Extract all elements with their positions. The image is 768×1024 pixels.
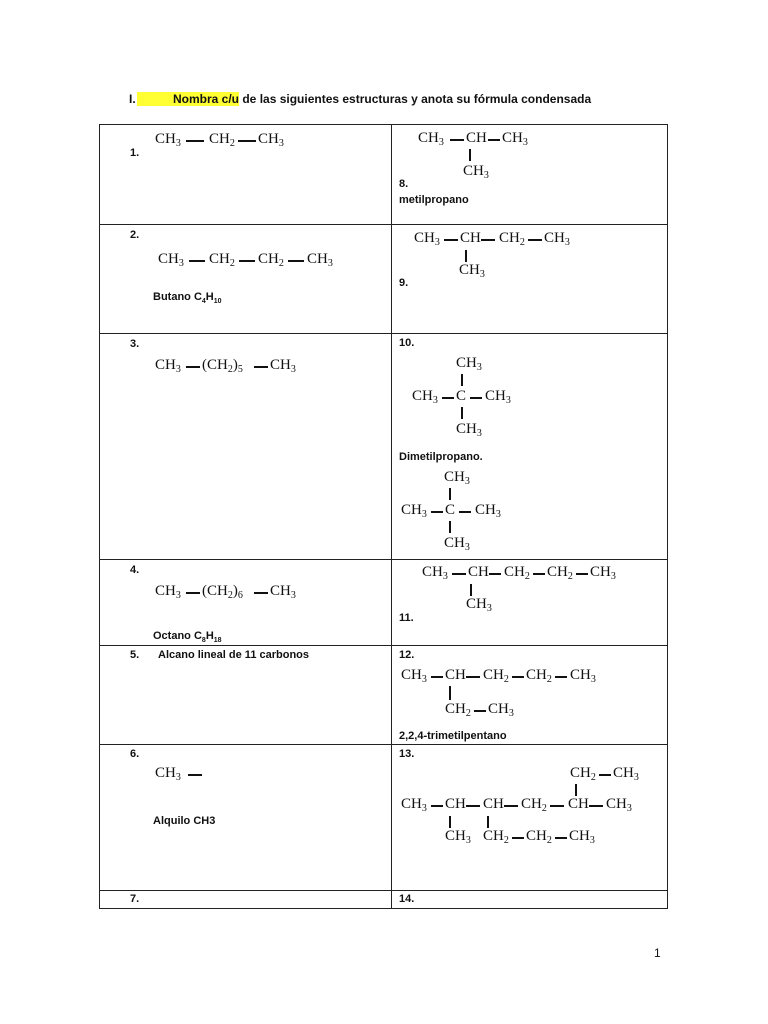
single-bond <box>186 140 204 142</box>
compound-name: Octano $C_8H_{18}$ <box>153 630 222 645</box>
single-bond <box>189 260 205 262</box>
single-bond <box>550 805 564 807</box>
single-bond <box>555 676 567 678</box>
single-bond <box>533 573 545 575</box>
single-bond <box>474 710 486 712</box>
single-bond <box>449 686 451 700</box>
exercise-number: 12. <box>399 649 415 661</box>
single-bond <box>470 584 472 596</box>
single-bond <box>431 805 443 807</box>
single-bond <box>481 239 495 241</box>
exercise-number: 13. <box>399 748 415 760</box>
single-bond <box>459 511 471 513</box>
single-bond <box>449 488 451 500</box>
exercise-cell-9: $CH_3$ CH $CH_2$ $CH_3$ $CH_3$ 9. <box>392 225 668 334</box>
single-bond <box>489 573 501 575</box>
compound-name: Alcano lineal de 11 carbonos <box>158 649 309 661</box>
exercise-cell-3: 3. $CH_3$ $(CH_2)_5$ $CH_3$ <box>100 334 392 560</box>
exercise-number: 14. <box>399 893 415 905</box>
exercise-number: 9. <box>399 277 409 289</box>
exercise-cell-14 <box>392 891 668 909</box>
exercise-cell-7 <box>100 891 392 909</box>
single-bond <box>431 511 443 513</box>
single-bond <box>449 521 451 533</box>
table-row <box>100 225 668 334</box>
compound-name: 2,2,4-trimetilpentano <box>399 730 507 742</box>
single-bond <box>488 139 500 141</box>
exercise-cell-6: 6. $CH_3$ Alquilo CH3 <box>100 745 392 891</box>
exercise-number: 11. <box>399 612 414 624</box>
exercise-number: 1. <box>130 147 140 159</box>
single-bond <box>254 366 268 368</box>
exercise-number: 8. <box>399 178 409 190</box>
single-bond <box>431 676 443 678</box>
single-bond <box>288 260 304 262</box>
compound-name: Butano $C_4H_{10}$ <box>153 291 222 306</box>
page-number: 1 <box>654 946 661 960</box>
single-bond <box>504 805 518 807</box>
exercise-number: 2. <box>130 229 140 241</box>
table-row <box>100 891 668 909</box>
table-row <box>100 334 668 560</box>
exercise-table <box>99 124 668 909</box>
exercise-cell-1: 1. $CH_3$ $CH_2$ $CH_3$ <box>100 125 392 225</box>
instruction-text: de las siguientes estructuras y anota su fórmula condensada <box>239 92 592 106</box>
single-bond <box>466 676 480 678</box>
single-bond <box>487 816 489 828</box>
single-bond <box>452 573 466 575</box>
highlighted-text: Nombra c/u <box>137 92 239 106</box>
single-bond <box>449 816 451 828</box>
exercise-number: 3. <box>130 338 140 350</box>
table-row <box>100 125 668 225</box>
single-bond <box>238 140 256 142</box>
single-bond <box>466 805 480 807</box>
exercise-cell-4: 4. $CH_3$ $(CH_2)_6$ $CH_3$ Octano $C_8H_{18}$ <box>100 560 392 646</box>
single-bond <box>444 239 458 241</box>
single-bond <box>465 250 467 262</box>
open-bond <box>188 774 202 776</box>
single-bond <box>576 573 588 575</box>
instruction-heading <box>129 92 591 106</box>
single-bond <box>512 837 524 839</box>
single-bond <box>469 149 471 161</box>
single-bond <box>186 366 200 368</box>
single-bond <box>589 805 603 807</box>
table-row <box>100 745 668 891</box>
single-bond <box>461 374 463 386</box>
table-row <box>100 646 668 745</box>
exercise-cell-11: $CH_3$ CH $CH_2$ $CH_2$ $CH_3$ $CH_3$ 11. <box>392 560 668 646</box>
single-bond <box>470 397 482 399</box>
single-bond <box>186 592 200 594</box>
exercise-cell-5 <box>100 646 392 745</box>
single-bond <box>442 397 454 399</box>
single-bond <box>575 784 577 796</box>
compound-name: metilpropano <box>399 194 469 206</box>
single-bond <box>254 592 268 594</box>
table-row <box>100 560 668 646</box>
compound-name: Dimetilpropano. <box>399 451 483 463</box>
exercise-cell-12: 12. $CH_3$ CH $CH_2$ $CH_2$ $CH_3$ $CH_2$ $CH_3$ 2,2,4-trimetilpentano <box>392 646 668 745</box>
exercise-cell-13: 13. $CH_2$ $CH_3$ $CH_3$ CH CH $CH_2$ CH $CH_3$ $CH_3$ $CH_2$ $CH_2$ $CH_3$ <box>392 745 668 891</box>
exercise-cell-2: 2. $CH_3$ $CH_2$ $CH_2$ $CH_3$ Butano $C_4H_{10}$ <box>100 225 392 334</box>
single-bond <box>461 407 463 419</box>
single-bond <box>599 774 611 776</box>
single-bond <box>512 676 524 678</box>
section-number: I. <box>129 92 136 106</box>
single-bond <box>555 837 567 839</box>
exercise-number: 6. <box>130 748 140 760</box>
exercise-number: 5. <box>130 649 140 661</box>
exercise-number: 4. <box>130 564 140 576</box>
exercise-number: 10. <box>399 337 415 349</box>
exercise-cell-10: 10. $CH_3$ $CH_3$ C $CH_3$ $CH_3$ Dimetilpropano. $CH_3$ $CH_3$ C $CH_3$ $CH_3$ <box>392 334 668 560</box>
single-bond <box>528 239 542 241</box>
single-bond <box>450 139 464 141</box>
compound-name: Alquilo CH3 <box>153 815 216 827</box>
exercise-cell-8: $CH_3$ CH $CH_3$ $CH_3$ 8. metilpropano <box>392 125 668 225</box>
single-bond <box>239 260 255 262</box>
exercise-number: 7. <box>130 893 140 905</box>
